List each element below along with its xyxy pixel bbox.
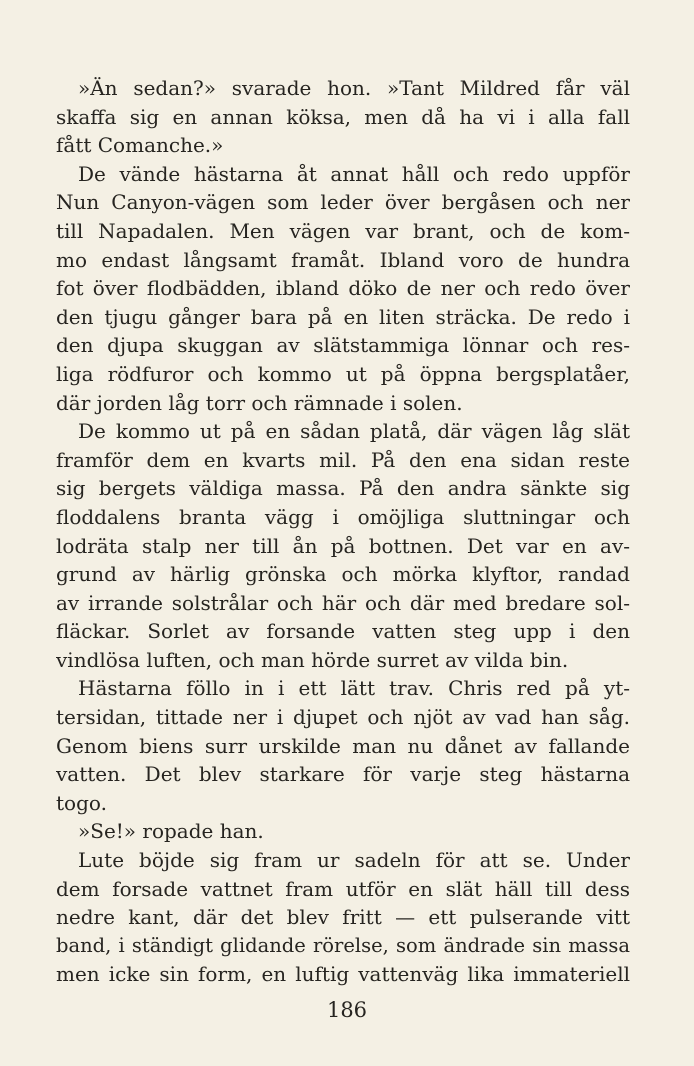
text-line: togo. [56, 790, 107, 815]
text-line: fått Comanche.» [56, 133, 224, 158]
text-line: den tjugu gånger bara på en liten sträcka. De redo i [56, 304, 630, 329]
text-line: Hästarna föllo in i ett lätt trav. Chris red på yt- [78, 676, 630, 701]
text-line: Nun Canyon-vägen som leder över bergåsen och ner [56, 190, 630, 215]
text-line: den djupa skuggan av slätstammiga lönnar och res- [56, 333, 630, 358]
text-line: fot över flodbädden, ibland döko de ner och redo över [56, 276, 630, 301]
text-line: De vände hästarna åt annat håll och redo uppför [78, 161, 630, 186]
text-line: tersidan, tittade ner i djupet och njöt av vad han såg. [56, 705, 630, 730]
text-line: vindlösa luften, och man hörde surret av vilda bin. [56, 647, 569, 672]
text-line: skaffa sig en annan köksa, men då ha vi i alla fall [56, 104, 630, 129]
text-line: där jorden låg torr och rämnade i solen. [56, 390, 463, 415]
page-number: 186 [326, 998, 368, 1022]
text-line: liga rödfuror och kommo ut på öppna bergsplatåer, [56, 361, 630, 386]
text-line: framför dem en kvarts mil. På den ena sidan reste [56, 447, 630, 472]
text-line: floddalens branta vägg i omöjliga sluttningar och [56, 504, 630, 529]
text-line: Genom biens surr urskilde man nu dånet av fallande [56, 733, 630, 758]
text-line: men icke sin form, en luftig vattenväg lika immateriell [56, 962, 630, 987]
text-line: fläckar. Sorlet av forsande vatten steg upp i den [56, 619, 630, 644]
text-line: nedre kant, där det blev fritt — ett pulserande vitt [56, 905, 630, 930]
text-line: grund av härlig grönska och mörka klyftor, randad [56, 562, 630, 587]
text-line: mo endast långsamt framåt. Ibland voro de hundra [56, 247, 630, 272]
text-line: till Napadalen. Men vägen var brant, och de kom- [56, 218, 630, 243]
text-line: lodräta stalp ner till ån på bottnen. Det var en av- [56, 533, 630, 558]
text-line: »Se!» ropade han. [78, 819, 264, 844]
page-body-text [56, 74, 630, 989]
text-line: av irrande solstrålar och här och där med bredare sol- [56, 590, 630, 615]
text-line: »Än sedan?» svarade hon. »Tant Mildred får väl [78, 76, 630, 100]
text-line: band, i ständigt glidande rörelse, som ändrade sin massa [56, 933, 630, 957]
text-line: dem forsade vattnet fram utför en slät häll till dess [56, 876, 630, 901]
text-line: sig bergets väldiga massa. På den andra sänkte sig [56, 476, 630, 501]
text-line: Lute böjde sig fram ur sadeln för att se. Under [78, 848, 630, 873]
text-line: De kommo ut på en sådan platå, där vägen låg slät [78, 419, 630, 444]
text-line: vatten. Det blev starkare för varje steg hästarna [56, 762, 630, 787]
